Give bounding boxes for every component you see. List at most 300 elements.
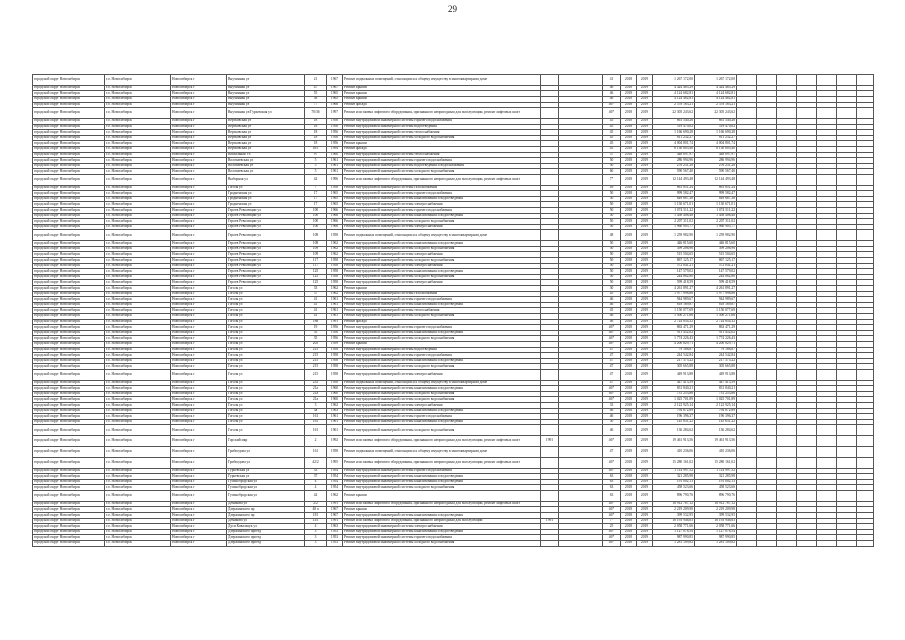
cell-street: Гоголя ул [227,319,305,325]
cell-house-number: 215 [305,347,327,353]
cell-street: Грибоедова ул [227,457,305,468]
empty-cell [837,230,857,241]
cell-settlement: г.о. Новосибирск [105,457,171,468]
cell-municipality: городской округ Новосибирск [33,252,105,258]
cell-street: Гоголя ул [227,297,305,303]
cell-cost: 18 912 787,12 [653,501,695,507]
cell-col-10: 46 [603,313,621,319]
cell-cost: 22 305 243,62 [653,108,695,119]
cell-year-from: 2018 [621,403,637,409]
cell-year-from: 2018 [621,252,637,258]
cell-work-type: Ремонт внутридомовой инженерной системы канализования и водоотведения [343,213,541,219]
cell-build-year: 1958 [327,347,343,353]
cell-work-type: Ремонт внутридомовой инженерной системы горячего водоснабжения [343,297,541,303]
cell-year-from: 2018 [621,319,637,325]
cell-locality: Новосибирск г [171,540,227,546]
cell-work-type: Ремонт внутридомовой инженерной системы канализования и водоотведения [343,513,541,519]
cell-year-from: 2018 [621,202,637,208]
cell-build-year: 1966 [327,224,343,230]
cell-street: Вертковская ул [227,141,305,147]
empty-cell [737,457,757,468]
cell-street: Героев Революции ул [227,241,305,247]
empty-cell [777,436,797,447]
cell-cost: 1 281 109,82 [653,540,695,546]
cell-year-to: 2019 [637,479,653,485]
cell-work-type: Ремонт крыши [343,286,541,292]
cell-col-10: 50 [603,213,621,219]
cell-street: Героев Революции ул [227,258,305,264]
cell-cost: 1 977 998,86 [653,291,695,297]
cell-cost: 19 461 913,56 [653,436,695,447]
empty-cell [797,108,817,119]
cell-build-year: 1961 [327,163,343,169]
cell-year-to: 2019 [637,246,653,252]
empty-cell [737,540,757,546]
cell-year-from: 2018 [621,325,637,331]
cell-year-from: 2018 [621,364,637,370]
cell-col-10: 46* [603,102,621,108]
cell-build-year: 1963 [327,408,343,414]
cell-house-number: 108 [305,230,327,241]
cell-street: Героев Революции ул [227,224,305,230]
empty-cell [817,447,837,458]
cell-year-from: 2018 [621,96,637,102]
cell-cost-total: 831 840,21 [695,386,737,392]
cell-build-year: 1960 [327,397,343,403]
cell-street: Гоголя ул [227,185,305,191]
cell-year-to: 2019 [637,252,653,258]
cell-year-to: 2019 [637,369,653,380]
cell-settlement: г.о. Новосибирск [105,347,171,353]
empty-cell [757,447,777,458]
cell-cost: 590 567,40 [653,169,695,175]
cell-year-from: 2018 [621,414,637,420]
empty-cell [737,230,757,241]
cell-work-type: Ремонт внутридомовой инженерной системы холодного водоснабжения [343,425,541,436]
cell-build-year: 1953 [327,540,343,546]
cell-municipality: городской округ Новосибирск [33,96,105,102]
cell-cost-total: 2 378 183,21 [695,102,737,108]
cell-work-type: Ремонт фасада [343,146,541,152]
cell-locality: Новосибирск г [171,529,227,535]
cell-cost: 2 378 183,21 [653,102,695,108]
cell-municipality: городской округ Новосибирск [33,124,105,130]
cell-cost-total: 79 186,87 [695,347,737,353]
cell-work-type: Ремонт внутридомовой инженерной системы водоотведения [343,124,541,130]
cell-cost: 4 124 482,81 [653,96,695,102]
cell-settlement: г.о. Новосибирск [105,358,171,364]
cell-col-10: 50 [603,224,621,230]
cell-build-year: 1956 [327,135,343,141]
cell-cost: 136 284,62 [653,425,695,436]
cell-col-10: 50 [603,202,621,208]
cell-settlement: г.о. Новосибирск [105,341,171,347]
cell-locality: Новосибирск г [171,518,227,524]
empty-cell [797,230,817,241]
empty-cell [757,491,777,502]
cell-cost-total: 863 471,29 [695,325,737,331]
cell-work-type: Ремонт или замена лифтового оборудования, признанного непригодным для эксплуатации, ремонт лифтовых шахт [343,174,541,185]
cell-house-number: 100 [305,213,327,219]
cell-municipality: городской округ Новосибирск [33,230,105,241]
cell-cost: 1 267 172,00 [653,75,695,86]
cell-cost-total: 1 127 078,54 [695,529,737,535]
cell-cost: 2 207 311,02 [653,219,695,225]
cell-build-year: 1965 [327,96,343,102]
cell-locality: Новосибирск г [171,102,227,108]
cell-cost: 2 724 854,32 [653,319,695,325]
cell-cost-total: 399 206,96 [695,246,737,252]
cell-cost: 1 150 077,69 [653,308,695,314]
cell-street: Героев Революции ул [227,274,305,280]
cell-street: Дзержинского проезд [227,540,305,546]
cell-year-to: 2019 [637,336,653,342]
cell-municipality: городской округ Новосибирск [33,319,105,325]
empty-cell [737,447,757,458]
cell-cost-total: 661 540,26 [695,118,737,124]
cell-work-type: Ремонт крыши [343,96,541,102]
cell-year-to: 2019 [637,202,653,208]
cell-locality: Новосибирск г [171,108,227,119]
cell-year-to: 2019 [637,75,653,86]
cell-build-year: 1966 [327,213,343,219]
cell-house-number: 205 [305,341,327,347]
cell-house-number: 3 [305,529,327,535]
cell-cost: 849 687,38 [653,196,695,202]
empty-cell [817,540,837,546]
cell-cost: 244 882,80 [653,274,695,280]
cell-locality: Новосибирск г [171,397,227,403]
cell-year-from: 2018 [621,85,637,91]
cell-cost-total: 244 882,80 [695,274,737,280]
cell-locality: Новосибирск г [171,507,227,513]
cell-col-10: 46* [603,341,621,347]
cell-municipality: городской округ Новосибирск [33,174,105,185]
cell-year-to: 2019 [637,330,653,336]
cell-cost-total: 599 418,59 [695,280,737,286]
cell-work-type: Ремонт внутридомовой инженерной системы холодного водоснабжения [343,313,541,319]
cell-cost-total: 861 851,24 [695,185,737,191]
cell-year-to: 2019 [637,96,653,102]
cell-col-9 [559,108,603,119]
cell-build-year: 1958 [327,280,343,286]
cell-settlement: г.о. Новосибирск [105,425,171,436]
cell-municipality: городской округ Новосибирск [33,330,105,336]
cell-build-year: 1956 [327,124,343,130]
table-row [33,457,874,468]
cell-year-to: 2019 [637,408,653,414]
cell-settlement: г.о. Новосибирск [105,414,171,420]
cell-year-from: 2018 [621,408,637,414]
cell-locality: Новосибирск г [171,280,227,286]
cell-cost: 458 523,66 [653,485,695,491]
cell-col-10: 47 [603,358,621,364]
cell-work-type: Ремонт внутридомовой инженерной системы холодного водоснабжения [343,169,541,175]
cell-col-8: 1991 [541,518,559,524]
cell-work-type: Ремонт внутридомовой инженерной системы канализования и водоотведения [343,419,541,425]
cell-settlement: г.о. Новосибирск [105,535,171,541]
cell-cost: 8 130 605,40 [653,146,695,152]
empty-cell [837,425,857,436]
empty-cell [777,108,797,119]
cell-municipality: городской округ Новосибирск [33,208,105,214]
cell-cost: 4 124 682,81 [653,91,695,97]
cell-street: Дзержинского проезд [227,535,305,541]
cell-cost: 2 219 209,98 [653,507,695,513]
cell-year-to: 2019 [637,291,653,297]
cell-street: Волочаевская ул [227,169,305,175]
cell-house-number: 21 [305,75,327,86]
cell-street: Вертковская ул [227,130,305,136]
empty-cell [837,491,857,502]
cell-col-9 [559,75,603,86]
cell-build-year: 1992 [327,436,343,447]
cell-year-from: 2018 [621,102,637,108]
cell-year-from: 2018 [621,191,637,197]
cell-cost: 4 424 465,29 [653,85,695,91]
cell-build-year: 1958 [327,274,343,280]
cell-house-number: 215 [305,358,327,364]
cell-year-from: 2018 [621,518,637,524]
cell-house-number: 108 [305,241,327,247]
cell-col-10: 50 [603,269,621,275]
cell-settlement: г.о. Новосибирск [105,108,171,119]
cell-cost-total: 276 231,28 [695,163,737,169]
empty-cell [797,174,817,185]
cell-cost-total: 447 413,59 [695,380,737,386]
cell-house-number: 5 [305,163,327,169]
cell-street: Гусинобродская ул [227,485,305,491]
cell-locality: Новосибирск г [171,485,227,491]
cell-locality: Новосибирск г [171,319,227,325]
cell-house-number: 70/36 [305,108,327,119]
cell-house-number: 215 [305,369,327,380]
cell-street: Гоголя ул [227,341,305,347]
cell-year-from: 2018 [621,246,637,252]
empty-cell [837,540,857,546]
cell-cost: 1 127 078,54 [653,529,695,535]
cell-cost-total: 244 542,84 [695,353,737,359]
cell-year-from: 2018 [621,524,637,530]
cell-col-8 [541,230,559,241]
cell-build-year: 1963 [327,524,343,530]
empty-cell [797,447,817,458]
empty-cell [757,230,777,241]
cell-year-to: 2019 [637,474,653,480]
cell-municipality: городской округ Новосибирск [33,141,105,147]
cell-house-number: 4 [305,479,327,485]
cell-cost: 145 631,22 [653,419,695,425]
cell-street: Внучинная ул [227,85,305,91]
cell-street: Героев Революции ул [227,269,305,275]
cell-settlement: г.о. Новосибирск [105,391,171,397]
cell-house-number: 58 [305,96,327,102]
cell-settlement: г.о. Новосибирск [105,241,171,247]
cell-year-from: 2018 [621,108,637,119]
cell-year-from: 2018 [621,291,637,297]
empty-cell [817,491,837,502]
cell-year-to: 2019 [637,191,653,197]
cell-cost: 399 206,96 [653,246,695,252]
cell-year-from: 2018 [621,457,637,468]
cell-street: Героев Революции ул [227,230,305,241]
empty-cell [777,75,797,86]
cell-street: Дуси Ковальчук ул [227,524,305,530]
cell-build-year: 1953 [327,529,343,535]
cell-settlement: г.о. Новосибирск [105,130,171,136]
cell-street: Гродненская ул [227,196,305,202]
cell-house-number: 37 [305,291,327,297]
cell-work-type: Ремонт внутридомовой инженерной системы канализования и водоотведения [343,529,541,535]
cell-municipality: городской округ Новосибирск [33,524,105,530]
cell-house-number: 161 [305,419,327,425]
cell-col-10: 46* [603,108,621,119]
cell-street: Гоголя ул [227,386,305,392]
cell-year-to: 2019 [637,403,653,409]
empty-cell [837,457,857,468]
cell-cost-total: 321 285,98 [695,474,737,480]
cell-street: Гоголя ул [227,414,305,420]
cell-year-to: 2019 [637,208,653,214]
cell-settlement: г.о. Новосибирск [105,540,171,546]
cell-build-year: 1961 [327,313,343,319]
cell-cost: 15 280 161,02 [653,457,695,468]
cell-col-10: 45 [603,130,621,136]
cell-settlement: г.о. Новосибирск [105,297,171,303]
cell-year-to: 2019 [637,341,653,347]
cell-cost-total: 16 193 946,63 [695,518,737,524]
cell-work-type: Ремонт крыши [343,91,541,97]
cell-street: Гоголя ул [227,291,305,297]
cell-house-number: 188 [305,319,327,325]
cell-municipality: городской округ Новосибирск [33,224,105,230]
cell-cost: 731 253,86 [653,391,695,397]
cell-house-number: 3 [305,540,327,546]
cell-cost: 1 774 226,43 [653,336,695,342]
cell-work-type: Ремонт внутридомовой инженерной системы холодного водоснабжения [343,246,541,252]
cell-municipality: городской округ Новосибирск [33,457,105,468]
cell-house-number: 18 [305,118,327,124]
cell-settlement: г.о. Новосибирск [105,364,171,370]
cell-municipality: городской округ Новосибирск [33,447,105,458]
cell-col-10: 46* [603,386,621,392]
cell-street: Вертковская ул [227,118,305,124]
cell-work-type: Ремонт внутридомовой инженерной системы холодного водоснабжения [343,485,541,491]
cell-col-10: 46 [603,96,621,102]
cell-build-year: 1997 [327,108,343,119]
cell-year-to: 2019 [637,308,653,314]
cell-col-10: 7* [603,518,621,524]
cell-locality: Новосибирск г [171,130,227,136]
cell-cost: 191 002,13 [653,479,695,485]
empty-cell [817,369,837,380]
empty-cell [737,369,757,380]
cell-build-year: 1961 [327,169,343,175]
cell-work-type: Ремонт внутридомовой инженерной системы газоснабжения [343,185,541,191]
table-row [33,425,874,436]
cell-col-8 [541,491,559,502]
cell-cost: 811 232,27 [653,135,695,141]
cell-municipality: городской округ Новосибирск [33,163,105,169]
cell-build-year: 1961 [327,302,343,308]
cell-house-number: 35 [305,336,327,342]
cell-locality: Новосибирск г [171,135,227,141]
cell-municipality: городской округ Новосибирск [33,146,105,152]
cell-year-to: 2019 [637,540,653,546]
cell-municipality: городской округ Новосибирск [33,280,105,286]
cell-year-from: 2018 [621,386,637,392]
cell-house-number: 42 [305,491,327,502]
cell-municipality: городской округ Новосибирск [33,485,105,491]
cell-year-to: 2019 [637,436,653,447]
cell-col-10: 63 [603,474,621,480]
cell-year-from: 2018 [621,540,637,546]
cell-cost-total: 458 523,66 [695,485,737,491]
cell-cost-total: 1 259 982,90 [695,230,737,241]
cell-locality: Новосибирск г [171,336,227,342]
cell-settlement: г.о. Новосибирск [105,353,171,359]
cell-work-type: Ремонт или замена лифтового оборудования, признанного непригодным для эксплуатации, ремонт лифтовых шахт [343,108,541,119]
cell-build-year: 1966 [327,219,343,225]
cell-cost: 286 994,96 [653,158,695,164]
cell-year-to: 2019 [637,241,653,247]
cell-year-to: 2019 [637,85,653,91]
cell-col-10: 45 [603,141,621,147]
cell-settlement: г.о. Новосибирск [105,169,171,175]
cell-year-to: 2019 [637,457,653,468]
cell-street: Гоголя ул [227,419,305,425]
cell-work-type: Ремонт внутридомовой инженерной системы электроснабжения [343,202,541,208]
cell-year-to: 2019 [637,397,653,403]
empty-cell [837,436,857,447]
cell-cost-total: 4 124 682,81 [695,91,737,97]
cell-settlement: г.о. Новосибирск [105,75,171,86]
cell-cost: 447 413,59 [653,380,695,386]
cell-year-to: 2019 [637,325,653,331]
cell-cost-total: 4 004 801,74 [695,141,737,147]
empty-cell [837,447,857,458]
cell-year-to: 2019 [637,141,653,147]
cell-work-type: Ремонт внутридомовой инженерной системы канализования и водоотведения [343,302,541,308]
cell-locality: Новосибирск г [171,230,227,241]
cell-settlement: г.о. Новосибирск [105,325,171,331]
cell-cost-total: 867 125,17 [695,258,737,264]
cell-work-type: Ремонт внутридомовой инженерной системы канализования и водоотведения [343,241,541,247]
cell-work-type: Ремонт внутридомовой инженерной системы канализования и водоотведения [343,330,541,336]
cell-col-10: 7* [603,174,621,185]
cell-cost: 196 396,37 [653,414,695,420]
cell-year-from: 2018 [621,474,637,480]
cell-cost: 867 125,17 [653,258,695,264]
cell-build-year: 1956 [327,330,343,336]
cell-municipality: городской округ Новосибирск [33,391,105,397]
cell-cost-total: 399 532,95 [695,513,737,519]
cell-year-to: 2019 [637,425,653,436]
cell-col-10: 46* [603,436,621,447]
cell-build-year: 1961 [327,425,343,436]
cell-locality: Новосибирск г [171,191,227,197]
cell-municipality: городской округ Новосибирск [33,135,105,141]
cell-build-year: 1956 [327,141,343,147]
cell-settlement: г.о. Новосибирск [105,474,171,480]
cell-house-number: 77 [305,102,327,108]
cell-build-year: 1959 [327,341,343,347]
cell-col-10: 45 [603,135,621,141]
cell-settlement: г.о. Новосибирск [105,91,171,97]
cell-cost-total: 515 504,65 [695,252,737,258]
cell-locality: Новосибирск г [171,386,227,392]
cell-cost: 1 259 982,90 [653,230,695,241]
